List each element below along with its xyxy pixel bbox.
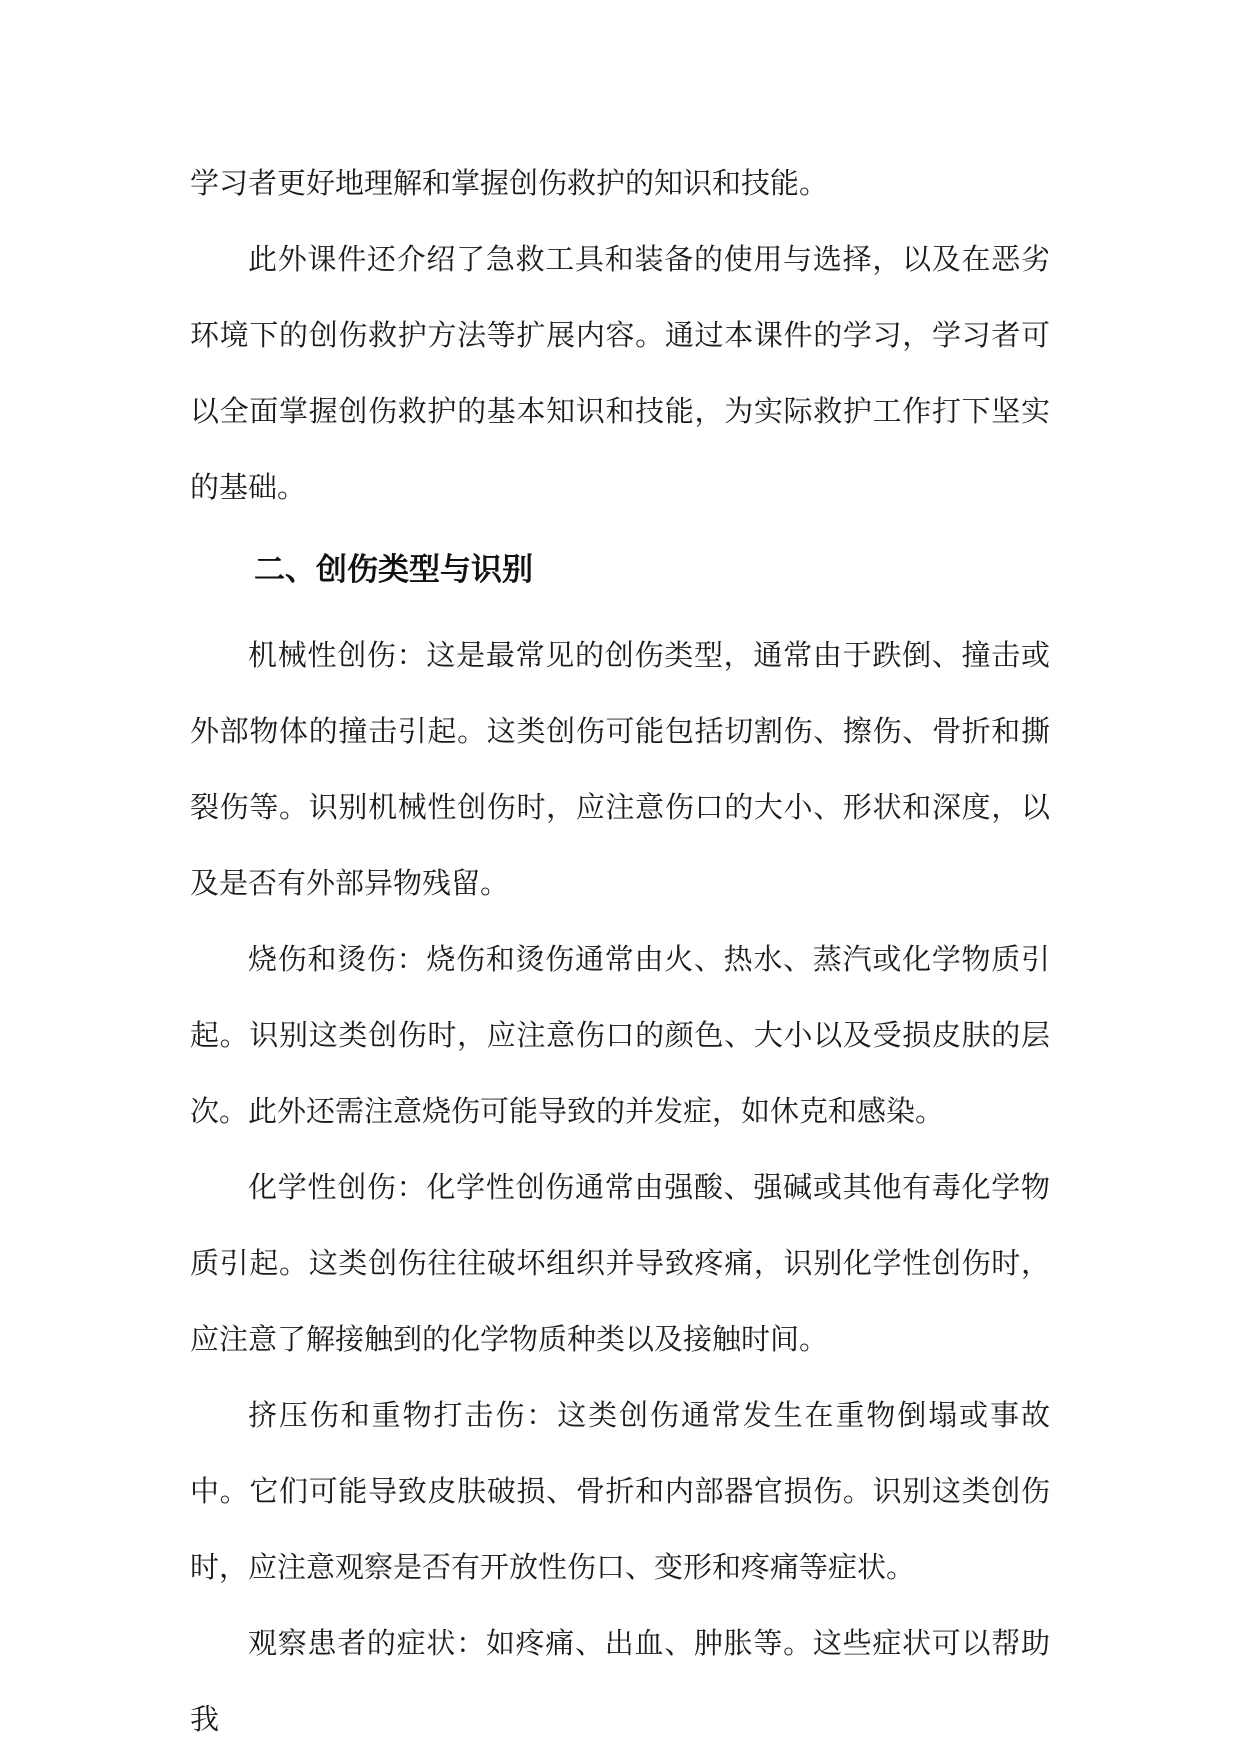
- document-page: [190, 145, 1050, 1757]
- section-heading: 二、创伤类型与识别: [254, 552, 533, 588]
- paragraph-burns-scalds: 烧伤和烫伤：烧伤和烫伤通常由火、热水、蒸汽或化学物质引起。识别这类创伤时，应注意伤口的颜色、大小以及受损皮肤的层次。此外还需注意烧伤可能导致的并发症，如休克和感染。: [190, 942, 1050, 1128]
- intro-paragraph: 此外课件还介绍了急救工具和装备的使用与选择，以及在恶劣环境下的创伤救护方法等扩展内容。通过本课件的学习，学习者可以全面掌握创伤救护的基本知识和技能，为实际救护工作打下坚实的基础。: [190, 242, 1050, 504]
- intro-continuation-paragraph: 学习者更好地理解和掌握创伤救护的知识和技能。: [190, 166, 829, 200]
- paragraph-crush-injury: 挤压伤和重物打击伤：这类创伤通常发生在重物倒塌或事故中。它们可能导致皮肤破损、骨折和内部器官损伤。识别这类创伤时，应注意观察是否有开放性伤口、变形和疼痛等症状。: [190, 1398, 1050, 1584]
- paragraph-chemical-trauma: 化学性创伤：化学性创伤通常由强酸、强碱或其他有毒化学物质引起。这类创伤往往破坏组织并导致疼痛，识别化学性创伤时，应注意了解接触到的化学物质种类以及接触时间。: [190, 1170, 1050, 1356]
- paragraph-observe-symptoms: 观察患者的症状：如疼痛、出血、肿胀等。这些症状可以帮助我: [190, 1626, 1050, 1736]
- paragraph-mechanical-trauma: 机械性创伤：这是最常见的创伤类型，通常由于跌倒、撞击或外部物体的撞击引起。这类创伤可能包括切割伤、擦伤、骨折和撕裂伤等。识别机械性创伤时，应注意伤口的大小、形状和深度，以及是否有外部异物残留。: [190, 638, 1050, 900]
